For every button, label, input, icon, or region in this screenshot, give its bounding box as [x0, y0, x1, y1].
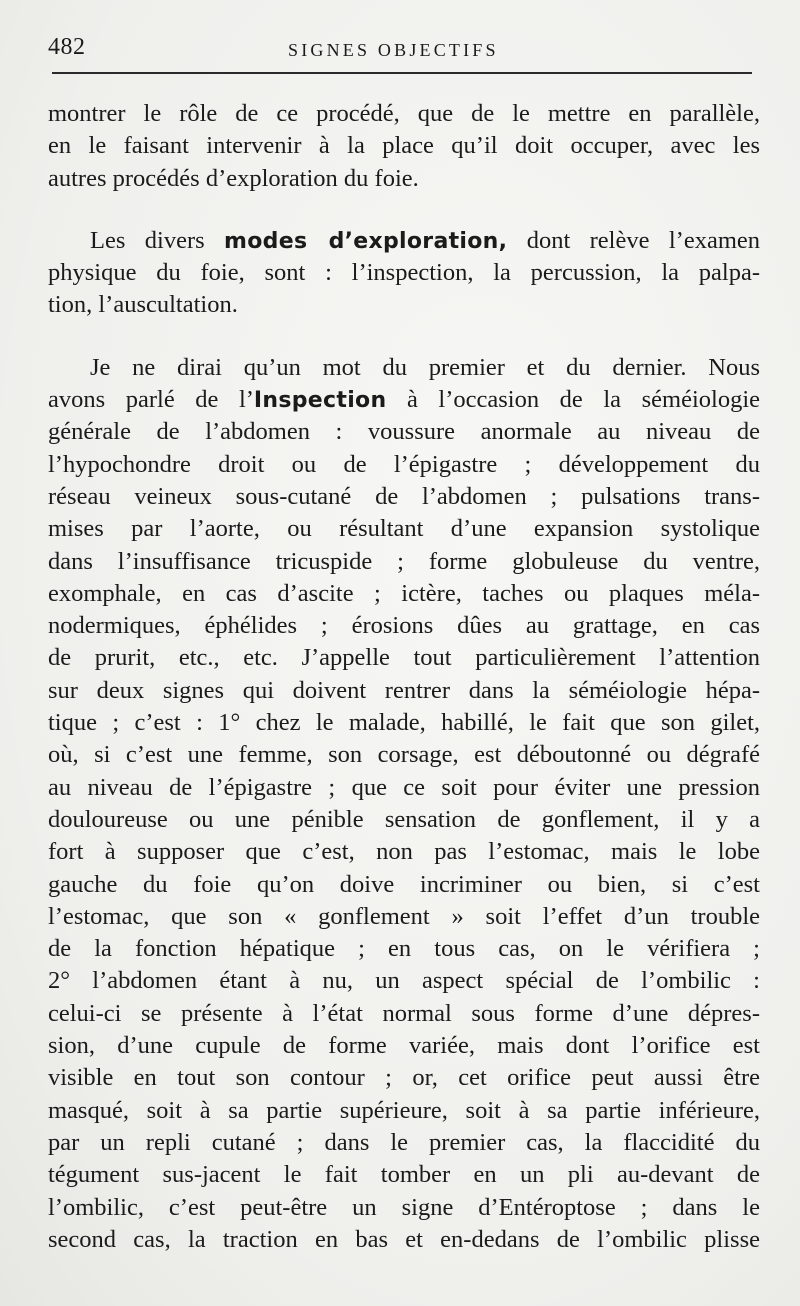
- text-line: masqué, soit à sa partie supérieure, soit à sa partie inférieure,: [48, 1096, 760, 1124]
- text-line: Les divers modes d’exploration, dont relève l’examen: [90, 226, 761, 254]
- bold-term-modes-exploration: modes d’exploration,: [224, 228, 508, 254]
- text-line: Je ne dirai qu’un mot du premier et du dernier. Nous: [90, 353, 760, 381]
- bold-term-inspection: Inspection: [253, 388, 387, 414]
- header-rule: [52, 72, 752, 74]
- text-line: celui-ci se présente à l’état normal sous forme d’une dépres-: [48, 999, 760, 1027]
- paragraph-3: [48, 352, 760, 1256]
- text-line: par un repli cutané ; dans le premier cas, la flaccidité du: [48, 1128, 760, 1156]
- text-line: nodermiques, éphélides ; érosions dûes au grattage, en cas: [48, 612, 760, 640]
- text-line: avons parlé de l’Inspection à l’occasion de la séméiologie: [48, 386, 760, 414]
- text-line: tégument sus-jacent le fait tomber en un pli au-devant de: [48, 1161, 760, 1189]
- text-line: montrer le rôle de ce procédé, que de le mettre en parallèle,: [48, 100, 760, 127]
- text-line: tique ; c’est : 1° chez le malade, habillé, le fait que son gilet,: [48, 709, 760, 737]
- text-line: mises par l’aorte, ou résultant d’une expansion systolique: [48, 515, 760, 543]
- text-line: exomphale, en cas d’ascite ; ictère, taches ou plaques méla-: [48, 579, 760, 607]
- text-line: visible en tout son contour ; or, cet orifice peut aussi être: [48, 1064, 760, 1092]
- text-line: douloureuse ou une pénible sensation de gonflement, il y a: [48, 805, 760, 833]
- text-line: fort à supposer que c’est, non pas l’estomac, mais le lobe: [48, 838, 760, 866]
- text-line: l’estomac, que son « gonflement » soit l’effet d’un trouble: [48, 902, 760, 930]
- paragraph-2: [48, 225, 760, 322]
- running-head: SIGNES OBJECTIFS: [288, 40, 499, 60]
- text-line: sur deux signes qui doivent rentrer dans la séméiologie hépa-: [48, 676, 760, 704]
- text-line: dans l’insuffisance tricuspide ; forme globuleuse du ventre,: [48, 547, 760, 575]
- paragraph-1: [48, 98, 760, 195]
- text-line: de la fonction hépatique ; en tous cas, on le vérifiera ;: [48, 935, 760, 963]
- text-line: second cas, la traction en bas et en-dedans de l’ombilic plisse: [48, 1225, 760, 1253]
- text-line: autres procédés d’exploration du foie.: [48, 164, 419, 192]
- text-line: où, si c’est une femme, son corsage, est déboutonné ou dégrafé: [48, 741, 760, 769]
- text-line: physique du foie, sont : l’inspection, la percussion, la palpa-: [48, 259, 760, 287]
- text-line: réseau veineux sous-cutané de l’abdomen ; pulsations trans-: [48, 482, 760, 510]
- text-line: gauche du foie qu’on doive incriminer ou bien, si c’est: [48, 870, 760, 898]
- body-text: [48, 98, 760, 1256]
- page-header: [48, 34, 752, 74]
- text-line: générale de l’abdomen : voussure anormale au niveau de: [48, 418, 760, 446]
- text-line: en le faisant intervenir à la place qu’il doit occuper, avec les: [48, 132, 760, 160]
- text-line: de prurit, etc., etc. J’appelle tout particulièrement l’attention: [48, 644, 760, 672]
- text-line: l’ombilic, c’est peut-être un signe d’Entéroptose ; dans le: [48, 1193, 760, 1221]
- text-line: au niveau de l’épigastre ; que ce soit pour éviter une pression: [48, 773, 760, 801]
- text-line: sion, d’une cupule de forme variée, mais dont l’orifice est: [48, 1032, 760, 1060]
- text-line: tion, l’auscultation.: [48, 291, 238, 319]
- page-number: 482: [48, 34, 86, 60]
- text-line: 2° l’abdomen étant à nu, un aspect spécial de l’ombilic :: [48, 967, 760, 995]
- text-line: l’hypochondre droit ou de l’épigastre ; développement du: [48, 450, 760, 478]
